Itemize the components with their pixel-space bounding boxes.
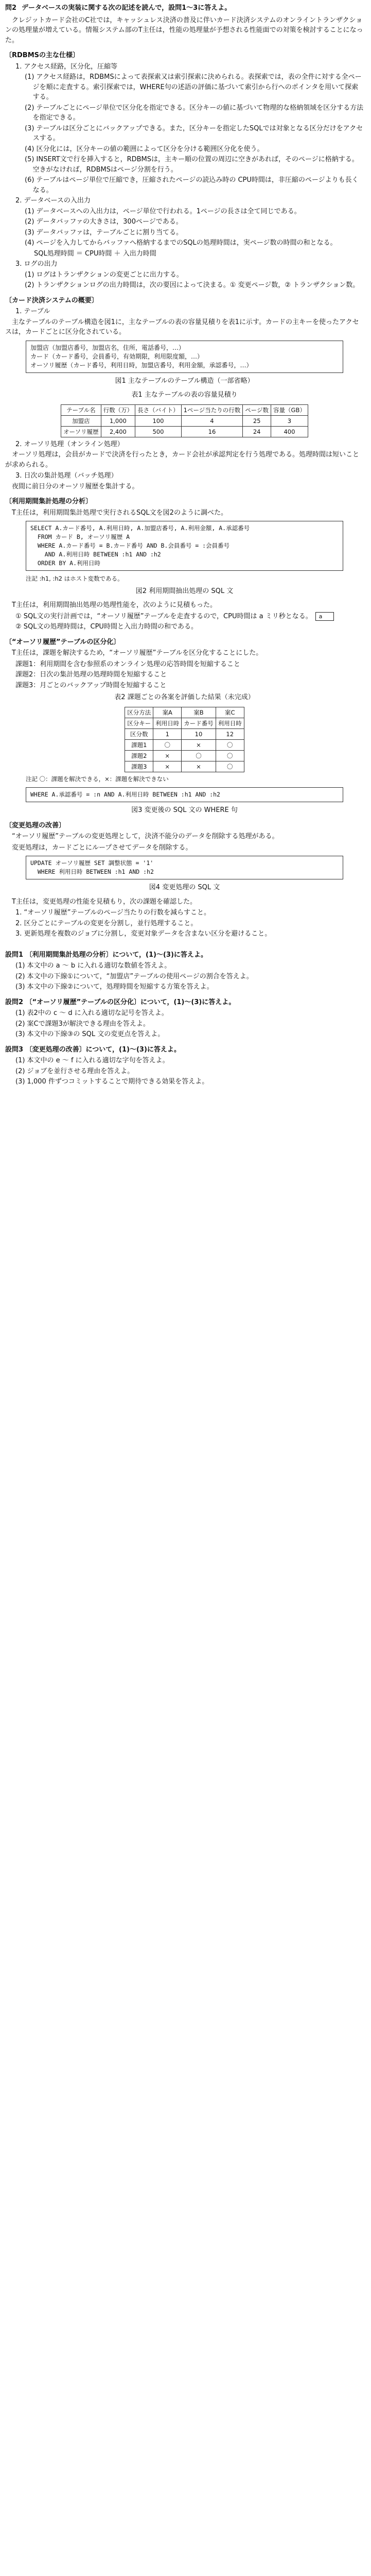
system-section-title: 〔カード決済システムの概要〕 [5,296,98,304]
table-cell: カード番号 [182,718,216,728]
table-cell: 課題2 [125,750,153,761]
task-item: 課題2：日次の集計処理の処理時間を短縮すること [15,671,167,679]
table-header: 案C [216,707,244,718]
system-item: 3. 日次の集計処理（バッチ処理） [15,472,118,480]
question-header [5,3,364,13]
system-paragraph: 夜間に前日分のオーソリ履歴を集計する。 [12,482,139,490]
change-paragraph: “オーソリ履歴”テーブルの変更処理として，決済不能分のデータを削除する処理がある。 [12,833,279,840]
table-row [125,761,244,772]
fig1-line: 加盟店（加盟店番号，加盟店名，住所，電話番号，…） [30,344,185,351]
table-cell: 500 [135,426,182,437]
table-cell: 区分キー [125,718,153,728]
change-paragraph: 変更処理は，カードごとにループさせてデータを削除する。 [12,843,192,852]
table-row [61,415,308,426]
answer-blank: a [315,612,334,621]
figure-4-caption: 図4 変更処理の SQL 文 [149,884,220,891]
rdbms-item: (4) ページを入力してからバッファへ格納するまでのSQLの処理時間は，実ページ数の時間の和となる。 [25,239,337,247]
table-cell: オーソリ履歴 [61,426,101,437]
figure-3-sql: WHERE A.承認番号 = :n AND A.利用日時 BETWEEN :h1 AND :h2 [26,787,343,802]
fig1-line: オーソリ履歴（カード番号，利用日時，加盟店番号，利用金額，承認番号，…） [30,361,253,369]
question-number: 問2 [5,4,17,12]
system-paragraph: 主なテーブルのテーブル構造を図1に，主なテーブルの表の容量見積りを表1に示す。カードの主キーを使ったアクセスは，カードごとに区分化されている。 [5,318,359,336]
table-cell: 16 [181,426,243,437]
change-section-title: 〔変更処理の改善〕 [5,821,66,829]
table-cell: 〇 [216,739,244,750]
rdbms-item: (3) テーブルは区分ごとにバックアップできる。また，区分キーを指定したSQLでは対象となる区分だけをアクセスする。 [25,124,363,142]
analysis-paragraph: T主任は，利用期間抽出処理の処理性能を，次のように見積もった。 [12,601,217,609]
rdbms-item: 1. アクセス経路，区分化，圧縮等 [15,62,118,71]
rdbms-item: (1) アクセス経路は，RDBMSによって表探索又は索引探索に決められる。表探索では，表の全件に対する全ページを順に走査する。索引探索では，WHERE句の述語の評価に基づいて索引から行へのポインタを用いて探索する。 [25,73,362,101]
table-cell: 区分数 [125,728,153,739]
table-2 [125,707,244,772]
figure-2-caption: 図2 利用期間抽出処理の SQL 文 [135,587,234,595]
table-header: テーブル名 [61,404,101,415]
table-header: 1ページ当たりの行数 [181,404,243,415]
table-cell: 3 [271,415,308,426]
table-cell: 〇 [153,739,182,750]
table-cell: × [153,750,182,761]
figure-3-caption: 図3 変更後の SQL 文の WHERE 句 [131,806,238,814]
table-row [125,750,244,761]
table-cell: 12 [216,728,244,739]
table-cell: 〇 [216,750,244,761]
table-cell: 〇 [182,750,216,761]
system-paragraph: オーソリ処理は，会員がカードで決済を行ったとき，カード会社が承認判定を行う処理である。処理時間は短いことが求められる。 [5,451,359,469]
figure-4-sql: UPDATE オーソリ履歴 SET 調整状態 = '1' WHERE 利用日時 BETWEEN :h1 AND :h2 [26,856,343,879]
table-cell: 利用日時 [216,718,244,728]
task-item: 課題1：利用期間を含む参照系のオンライン処理の応答時間を短縮すること [15,660,240,668]
sql-intro: T主任は，利用期間集計処理で実行されるSQL文を図2のように調べた。 [12,509,227,517]
question-2-item: (3) 本文中の下線③の SQL 文の変更点を答えよ。 [15,1030,165,1038]
table-2-caption: 表2 課題ごとの各案を評価した結果（未完成） [114,693,255,701]
sql-section-title: 〔利用期間集計処理の分析〕 [5,498,93,505]
table-cell: 4 [181,415,243,426]
rdbms-section-title: 〔RDBMSの主な仕様〕 [5,52,80,59]
question-2-item: (2) 案Cで課題3が解決できる理由を答えよ。 [15,1020,150,1028]
question-3-title: 設問3 〔変更処理の改善〕について，(1)～(3)に答えよ。 [5,1045,181,1054]
rdbms-item: 3. ログの出力 [15,260,58,268]
table-header: 区分方法 [125,707,153,718]
table-cell: 1,000 [101,415,135,426]
table-cell: 〇 [216,761,244,772]
fig1-line: カード（カード番号，会員番号，有効期限，利用限度額，…） [30,352,204,360]
table-cell: 課題3 [125,761,153,772]
question-3-item: (1) 本文中の e ～ f に入れる適切な字句を答えよ。 [15,1057,169,1064]
post-paragraph: T主任は，変更処理の性能を見積もり，次の課題を確認した。 [12,897,197,906]
table-row [61,426,308,437]
question-1-item: (3) 本文中の下線②について，処理時間を短縮する方策を答えよ。 [15,983,214,991]
figure-2-sql: SELECT A.カード番号, A.利用日時, A.加盟店番号, A.利用金額, A.承認番号 FROM カード B, オーソリ履歴 A WHERE A.カード番号 = B.カード番号 AND B.会員番号 = :会員番号 AND A.利用日時 BETWEEN :h1 AND :h2 ORDER BY A.利用日時 [26,521,343,571]
rdbms-item: (1) データベースへの入出力は，ページ単位で行われる。1ページの長さは全て同じである。 [25,207,301,215]
question-2-item: (1) 表2中の c ～ d に入れる適切な記号を答えよ。 [15,1009,168,1017]
tasks-section-title: 〔“オーソリ履歴”テーブルの区分化〕 [5,638,120,646]
rdbms-item: (2) トランザクションログの出力時間は，次の要因によって決まる。① 変更ページ数，② トランザクション数。 [25,281,360,289]
table-cell: 課題1 [125,739,153,750]
rdbms-item: (4) 区分化には，区分キーの値の範囲によって区分を分ける範囲区分化を使う。 [25,145,264,153]
intro-paragraph: クレジットカード会社のC社では，キャッシュレス決済の普及に伴いカード決済システムのオンライントランザクションの処理量が増えている。情報システム部のT主任は，性能の処理量が予想される性能面での対策を検討することになった。 [5,16,363,44]
post-item: 2. 区分ごとにテーブルの変更を分割し，並行処理すること。 [15,919,198,927]
table-row [125,728,244,739]
system-item: 1. テーブル [15,308,50,315]
table-cell: 1 [153,728,182,739]
rdbms-item: (5) INSERT文で行を挿入すると，RDBMSは，主キー順の位置の周辺に空きがあれば，そのページに格納する。空きがなければ，RDBMSはページ分割を行う。 [25,156,359,174]
post-item: 3. 更新処理を複数のジョブに分割し，変更対象データを含まない区分を避けること。 [15,930,272,938]
question-2-title: 設問2 〔“オーソリ履歴”テーブルの区分化〕について，(1)～(3)に答えよ。 [5,998,236,1006]
table-header: 行数（万） [101,404,135,415]
table-cell: 24 [243,426,271,437]
figure-1-box [26,341,343,373]
table-1-caption: 表1 主なテーブルの表の容量見積り [131,391,238,399]
table-cell: × [182,739,216,750]
table-cell: 加盟店 [61,415,101,426]
rdbms-item: (2) データバッファの大きさは，300ページである。 [25,218,183,226]
rdbms-item: (2) テーブルごとにページ単位で区分化を指定できる。区分キーの値に基づいて物理的な格納領域を区分する方法を指定できる。 [25,104,364,122]
figure-1-caption: 図1 主なテーブルのテーブル構造（一部省略） [115,377,254,385]
table-header: 案A [153,707,182,718]
question-1-item: (1) 本文中の a ～ b に入れる適切な数値を答えよ。 [15,962,171,970]
table-1 [61,404,308,437]
tasks-paragraph: T主任は，課題を解決するため，“オーソリ履歴”テーブルを区分化することにした。 [12,649,263,657]
table-cell: × [182,761,216,772]
system-item: 2. オーソリ処理（オンライン処理） [15,440,124,448]
question-3-item: (3) 1,000 件ずつコミットすることで期待できる効果を答えよ。 [15,1078,209,1086]
table-cell: 10 [182,728,216,739]
figure-2-note: 注記 :h1, :h2 はホスト変数である。 [26,575,123,582]
table-header: ページ数 [243,404,271,415]
rdbms-formula: SQL処理時間 ＝ CPU時間 ＋ 入出力時間 [34,249,156,258]
question-3-item: (2) ジョブを並行させる理由を答えよ。 [15,1067,134,1075]
table-header: 長さ（バイト） [135,404,182,415]
rdbms-item: (3) データバッファは，テーブルごとに割り当てる。 [25,228,183,236]
rdbms-item: (1) ログはトランザクションの変更ごとに出力する。 [25,270,183,279]
table-cell: 2,400 [101,426,135,437]
question-1-item: (2) 本文中の下線①について，“加盟店”テーブルの使用ページの割合を答えよ。 [15,972,253,980]
post-item: 1. “オーソリ履歴”テーブルのページ当たりの行数を減らすこと。 [15,909,211,917]
table-cell: 25 [243,415,271,426]
rdbms-item: (6) テーブルはページ単位で圧縮でき，圧縮されたページの読込み時の CPU時間は，非圧縮のページよりも長くなる。 [25,176,359,194]
task-item: 課題3：月ごとのバックアップ時間を短縮すること [15,681,167,689]
analysis-item [15,612,364,622]
analysis-item: ② SQL文の処理時間は，CPU時間と入出力時間の和である。 [15,623,198,631]
table-cell: 100 [135,415,182,426]
question-title: データベースの実装に関する次の記述を読んで，設問1～3に答えよ。 [22,4,232,12]
table-header: 案B [182,707,216,718]
table-2-note: 注記 〇：課題を解決できる，×：課題を解決できない [26,775,169,783]
table-cell: × [153,761,182,772]
table-row [125,739,244,750]
question-1-title: 設問1 〔利用期間集計処理の分析〕について，(1)～(3)に答えよ。 [5,951,207,959]
table-row [125,718,244,728]
table-cell: 400 [271,426,308,437]
table-header: 容量（GB） [271,404,308,415]
table-cell: 利用日時 [153,718,182,728]
analysis-text: ① SQL文の実行計画では，“オーソリ履歴”テーブルを走査するので，CPU時間は a ミリ秒となる。 [15,612,312,620]
rdbms-item: 2. データベースの入出力 [15,197,91,205]
